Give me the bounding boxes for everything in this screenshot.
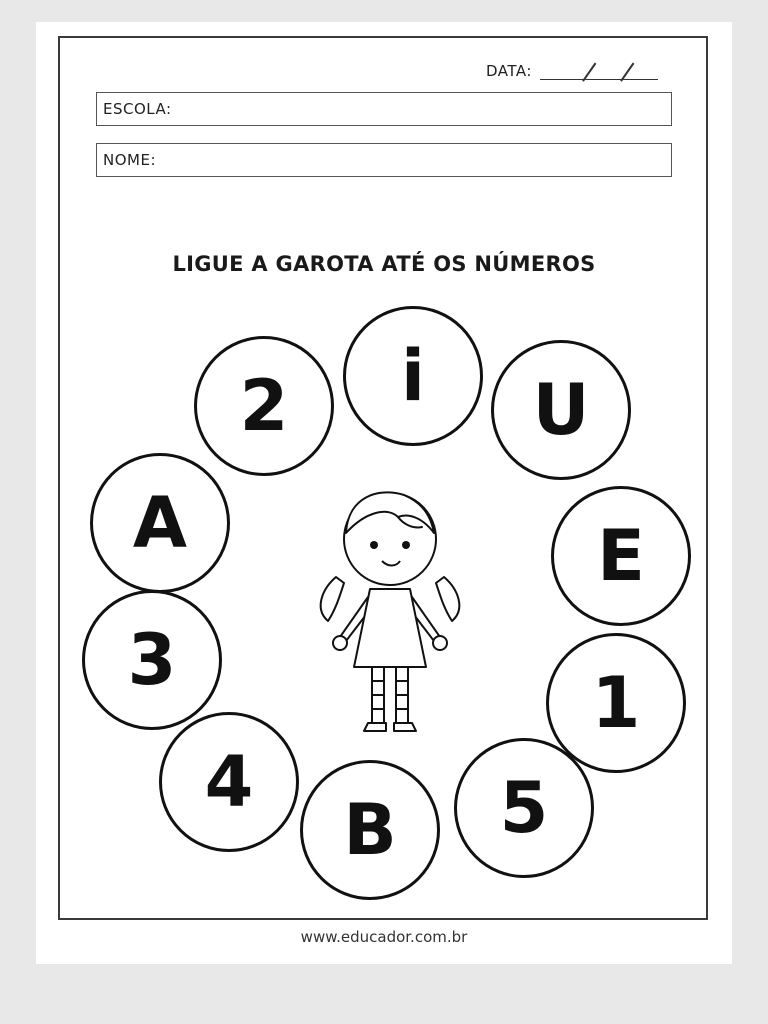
circle-i[interactable]: i: [343, 306, 483, 446]
date-label: DATA:: [486, 62, 532, 80]
school-label: ESCOLA:: [103, 100, 172, 118]
circle-5[interactable]: 5: [454, 738, 594, 878]
date-separator: [620, 63, 634, 82]
circle-1[interactable]: 1: [546, 633, 686, 773]
worksheet-page: [36, 22, 732, 964]
name-label: NOME:: [103, 151, 157, 169]
school-field[interactable]: [96, 92, 672, 126]
circle-2[interactable]: 2: [194, 336, 334, 476]
footer-site: www.educador.com.br: [300, 928, 468, 946]
worksheet-title: LIGUE A GAROTA ATÉ OS NÚMEROS: [172, 252, 596, 276]
girl-illustration: [318, 477, 462, 739]
circle-e[interactable]: E: [551, 486, 691, 626]
circle-4[interactable]: 4: [159, 712, 299, 852]
circle-3[interactable]: 3: [82, 590, 222, 730]
date-row: [486, 56, 658, 80]
circle-b[interactable]: B: [300, 760, 440, 900]
circle-a[interactable]: A: [90, 453, 230, 593]
date-separator: [582, 63, 596, 82]
date-field[interactable]: [540, 59, 658, 80]
name-field[interactable]: [96, 143, 672, 177]
circle-u[interactable]: U: [491, 340, 631, 480]
